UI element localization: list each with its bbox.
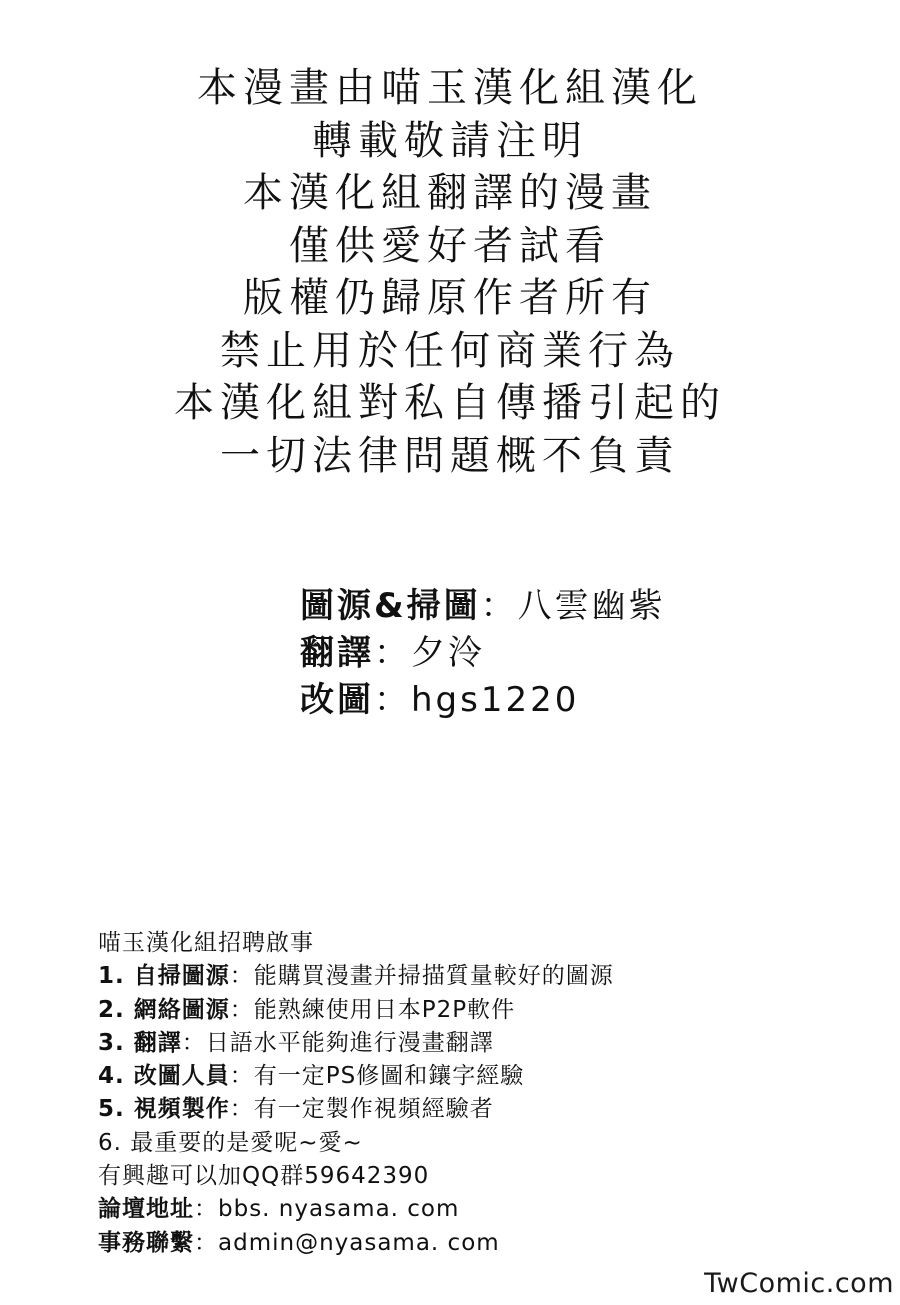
disclaimer-line: 本漢化組對私自傳播引起的 bbox=[174, 380, 726, 426]
disclaimer-line: 一切法律問題概不負責 bbox=[220, 432, 680, 479]
disclaimer-line: 僅供愛好者試看 bbox=[289, 222, 611, 269]
credit-scan bbox=[300, 583, 800, 630]
recruitment-item bbox=[98, 1093, 818, 1126]
recruitment-item-value: 有一定製作視頻經驗者 bbox=[253, 1096, 494, 1123]
recruitment-block bbox=[98, 927, 818, 1260]
recruitment-item-value: 能購買漫畫并掃描質量較好的圖源 bbox=[253, 963, 614, 990]
forum-address-value: bbs. nyasama. com bbox=[218, 1196, 460, 1223]
recruitment-item-label: 4. 改圖人員 bbox=[98, 1063, 230, 1090]
recruitment-item-value: 能熟練使用日本P2P軟件 bbox=[253, 996, 516, 1023]
credit-edit bbox=[300, 677, 800, 724]
recruitment-item-label: 5. 視頻製作 bbox=[98, 1096, 230, 1123]
recruitment-item-sep: ： bbox=[229, 963, 254, 990]
disclaimer-line: 本漫畫由喵玉漢化組漢化 bbox=[197, 65, 703, 111]
forum-address-sep: ： bbox=[194, 1196, 218, 1223]
recruitment-item-sep: ： bbox=[229, 1096, 254, 1123]
credit-edit-label: 改圖 bbox=[300, 680, 374, 720]
disclaimer-line: 禁止用於任何商業行為 bbox=[220, 327, 680, 374]
recruitment-item-sep: ： bbox=[229, 996, 254, 1023]
recruitment-item-6: 6. 最重要的是愛呢~愛~ bbox=[98, 1129, 363, 1156]
credit-scan-label: 圖源&掃圖 bbox=[300, 586, 481, 626]
contact-email-sep: ： bbox=[194, 1229, 218, 1256]
credit-scan-value: 八雲幽紫 bbox=[517, 586, 666, 626]
recruitment-item-label: 3. 翻譯 bbox=[98, 1029, 182, 1056]
forum-address-label: 論壇地址 bbox=[98, 1196, 194, 1223]
disclaimer-line: 轉載敬請注明 bbox=[312, 117, 588, 164]
recruitment-item-label: 1. 自掃圖源 bbox=[98, 963, 230, 990]
recruitment-item-sep: ： bbox=[181, 1029, 206, 1056]
recruitment-qq-group: 有興趣可以加QQ群59642390 bbox=[98, 1163, 430, 1190]
credit-scan-sep: ： bbox=[480, 586, 518, 626]
credit-edit-value: hgs1220 bbox=[411, 680, 580, 720]
disclaimer-line: 本漢化組翻譯的漫畫 bbox=[243, 170, 657, 216]
credit-translate bbox=[300, 630, 800, 677]
recruitment-item bbox=[98, 960, 818, 993]
credit-translate-label: 翻譯 bbox=[300, 633, 374, 673]
recruitment-item bbox=[98, 994, 818, 1027]
recruitment-item-value: 日語水平能夠進行漫畫翻譯 bbox=[205, 1029, 494, 1056]
recruitment-item bbox=[98, 1060, 818, 1093]
contact-email bbox=[98, 1227, 818, 1260]
site-watermark: TwComic.com bbox=[704, 1268, 894, 1299]
forum-address bbox=[98, 1193, 818, 1226]
credit-translate-value: 夕泠 bbox=[411, 633, 485, 673]
credit-edit-sep: ： bbox=[374, 680, 411, 720]
disclaimer-line: 版權仍歸原作者所有 bbox=[243, 275, 657, 321]
credit-translate-sep: ： bbox=[374, 633, 411, 673]
recruitment-item-value: 有一定PS修圖和鑲字經驗 bbox=[253, 1063, 525, 1090]
recruitment-item-sep: ： bbox=[229, 1063, 254, 1090]
recruitment-item-label: 2. 網絡圖源 bbox=[98, 996, 230, 1023]
recruitment-title: 喵玉漢化組招聘啟事 bbox=[98, 930, 314, 956]
credits-block bbox=[300, 583, 800, 724]
contact-email-value: admin@nyasama. com bbox=[218, 1229, 500, 1256]
contact-email-label: 事務聯繫 bbox=[98, 1229, 194, 1256]
recruitment-item bbox=[98, 1027, 818, 1060]
disclaimer-block bbox=[0, 62, 900, 482]
